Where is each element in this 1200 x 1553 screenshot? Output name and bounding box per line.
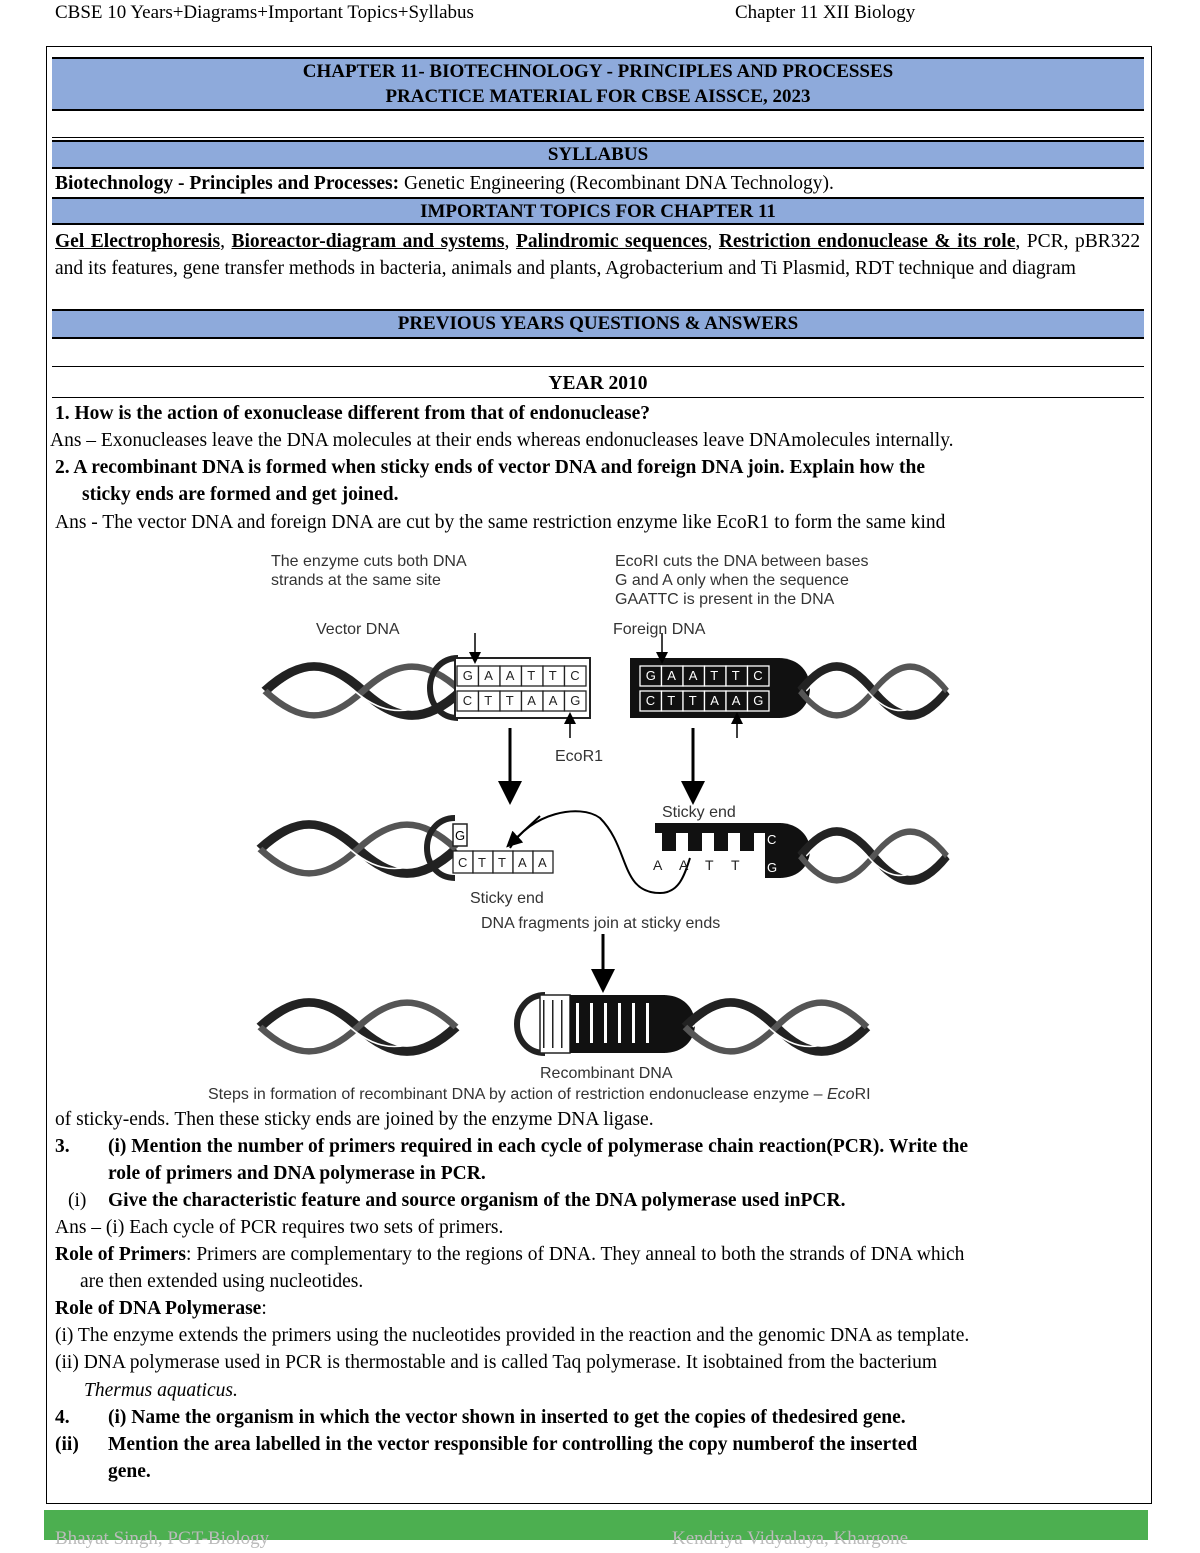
topics-text: Gel Electrophoresis, Bioreactor-diagram and systems, Palindromic sequences, Restriction endonuclease & its role, PCR, pBR322 and its features, gene transfer methods in bacteria, animals and plants, Agrobacterium and Ti Plasmid, RDT technique and diagram [55,231,1141,279]
note-right-2: G and A only when the sequence [615,572,849,589]
role-of-polymerase: Role of DNA Polymerase: [55,1298,267,1319]
base-pair-line [552,1000,554,1048]
foreign-bottom-sequence [640,691,769,711]
foreign-top-base: C [753,668,763,683]
vector-dna-label: Vector DNA [316,621,400,638]
sticky-end-label-left: Sticky end [470,890,544,907]
vector-bottom-base: T [505,693,514,708]
vector-top-sequence [457,666,586,686]
foreign-top-base: T [710,668,719,683]
right-sticky-base: T [731,857,740,873]
question-1: 1. How is the action of exonuclease different from that of endonuclease? [55,403,651,424]
pyq-heading: PREVIOUS YEARS QUESTIONS & ANSWERS [52,309,1144,339]
vector-sticky-fragment [260,818,467,878]
base-pair-line [561,1000,563,1048]
running-header-right: Chapter 11 XII Biology [735,2,916,23]
role-of-primers-cont: are then extended using nucleotides. [80,1271,364,1292]
vector-top-base: T [548,668,557,683]
foreign-top-sequence [640,666,769,686]
base-pair-line [543,1000,545,1048]
figure-caption: Steps in formation of recombinant DNA by action of restriction endonuclease enzyme – EcoRI [208,1086,871,1103]
question-3-num2: (i) [68,1190,87,1211]
base-pair-line [590,1003,593,1043]
base-pair-line [646,1003,649,1043]
note-left-2: strands at the same site [271,572,441,589]
svg-text:G: G [455,828,466,843]
left-sticky-base: A [518,855,527,870]
vector-bottom-base: G [570,693,581,708]
sticky-end-label-right: Sticky end [662,804,736,821]
right-sticky-base: T [705,857,714,873]
question-2-line1: 2. A recombinant DNA is formed when sticky ends of vector DNA and foreign DNA join. Explain how the [55,457,925,478]
footer-right: Kendriya Vidyalaya, Khargone [672,1528,909,1549]
divider [52,397,1144,398]
question-4-part2-cont: gene. [108,1461,151,1482]
syllabus-heading: SYLLABUS [52,140,1144,169]
recombinant-dna-strand [260,995,867,1053]
foreign-bottom-base: T [667,693,676,708]
left-sticky-base: T [478,855,486,870]
right-sticky-tooth [662,833,676,851]
foreign-top-base: A [688,668,698,683]
chapter-subtitle: PRACTICE MATERIAL FOR CBSE AISSCE, 2023 [385,86,811,107]
left-sticky-base: A [538,855,547,870]
syllabus-text: Biotechnology - Principles and Processes: Genetic Engineering (Recombinant DNA Technology). [55,173,834,194]
polymerase-point-ii: (ii) DNA polymerase used in PCR is thermostable and is called Taq polymerase. It isobtained from the bacterium [55,1352,938,1373]
base-pair-line [576,1003,579,1043]
note-left-1: The enzyme cuts both DNA [271,553,467,570]
question-3-num: 3. [55,1136,70,1157]
divider [52,366,1144,367]
foreign-bottom-base: A [731,693,741,708]
vector-bottom-base: A [527,693,536,708]
recombinant-dna-diagram [200,548,1000,1108]
base-pair-line [618,1003,621,1043]
running-header-left: CBSE 10 Years+Diagrams+Important Topics+Syllabus [55,2,474,23]
right-sticky-tooth [714,833,728,851]
question-4-num: 4. [55,1407,70,1428]
foreign-bottom-base: C [645,693,656,708]
vector-top-base: T [527,668,536,683]
answer-2-line2: of sticky-ends. Then these sticky ends are joined by the enzyme DNA ligase. [55,1109,654,1130]
note-right-3: GAATTC is present in the DNA [615,591,835,608]
base-pair-line [632,1003,635,1043]
footer-left: Bhayat Singh, PGT-Biology [55,1528,270,1549]
left-sticky-end [453,851,553,873]
vector-bottom-base: C [462,693,473,708]
divider [52,137,1144,138]
foreign-bottom-base: G [753,693,764,708]
polymerase-organism: Thermus aquaticus. [84,1380,238,1401]
vector-top-base: G [462,668,473,683]
recombinant-label: Recombinant DNA [540,1065,673,1082]
vector-top-base: C [570,668,580,683]
vector-bottom-sequence [457,691,586,711]
foreign-bottom-base: A [710,693,719,708]
vector-bottom-base: T [484,693,493,708]
right-sticky-base: A [679,857,689,873]
question-4-part2: Mention the area labelled in the vector responsible for controlling the copy numberof the inserted [108,1434,918,1455]
foreign-top-base: T [731,668,740,683]
right-sticky-base: A [653,857,663,873]
question-4-part1: (i) Name the organism in which the vector shown in inserted to get the copies of thedesired gene. [108,1407,906,1428]
right-sticky-tooth [740,833,754,851]
base-pair-line [604,1003,607,1043]
year-heading: YEAR 2010 [548,373,648,394]
ecor1-label: EcoR1 [555,748,604,765]
question-3-part2: Give the characteristic feature and source organism of the DNA polymerase used inPCR. [108,1190,846,1211]
foreign-top-base: A [667,668,676,683]
question-3-part1: (i) Mention the number of primers required in each cycle of polymerase chain reaction(PCR). Write the [108,1136,969,1157]
right-sticky-end [653,833,754,873]
svg-text:G: G [767,860,778,875]
chapter-title: CHAPTER 11- BIOTECHNOLOGY - PRINCIPLES AND PROCESSES [302,61,894,82]
role-of-primers: Role of Primers: Primers are complementary to the regions of DNA. They anneal to both the strands of DNA which [55,1244,965,1265]
join-arrow [512,816,540,842]
answer-3: Ans – (i) Each cycle of PCR requires two sets of primers. [55,1217,504,1238]
vector-top-base: A [484,668,493,683]
question-3-part1-cont: role of primers and DNA polymerase in PCR. [108,1163,486,1184]
svg-text:C: C [767,832,777,847]
left-sticky-base: C [458,855,468,870]
title-band [52,57,1144,111]
question-4-num2: (ii) [55,1434,79,1455]
answer-2-line1: Ans - The vector DNA and foreign DNA are cut by the same restriction enzyme like EcoR1 to form the same kind [55,512,946,533]
polymerase-point-i: (i) The enzyme extends the primers using the nucleotides provided in the reaction and the genomic DNA as template. [55,1325,970,1346]
note-right-1: EcoRI cuts the DNA between bases [615,553,869,570]
foreign-bottom-base: T [688,693,697,708]
foreign-sticky-fragment [655,823,947,880]
question-2-line2: sticky ends are formed and get joined. [82,484,399,505]
answer-1: Ans – Exonucleases leave the DNA molecules at their ends whereas endonucleases leave DNAmolecules internally. [50,430,954,451]
vector-bottom-base: A [548,693,558,708]
foreign-dna-label: Foreign DNA [613,621,706,638]
right-sticky-tooth [688,833,702,851]
foreign-top-base: G [645,668,656,683]
topics-heading: IMPORTANT TOPICS FOR CHAPTER 11 [52,197,1144,225]
vector-top-base: A [505,668,515,683]
left-sticky-base: T [498,855,506,870]
join-label: DNA fragments join at sticky ends [481,915,721,932]
